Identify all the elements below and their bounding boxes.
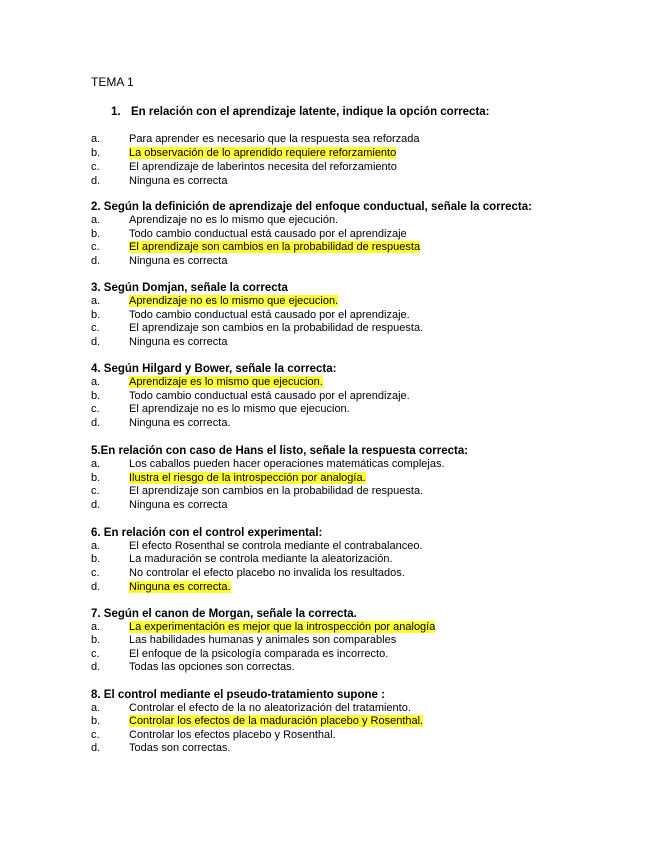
- option-text: No controlar el efecto placebo no invalida los resultados.: [129, 567, 405, 579]
- option-letter: b.: [91, 228, 101, 240]
- question-7-option-b: [91, 634, 396, 648]
- question-1-option-a: [91, 133, 419, 147]
- question-2-option-d: [91, 255, 227, 269]
- option-letter: b.: [91, 309, 101, 321]
- option-text: Aprendizaje no es lo mismo que ejecucion.: [129, 295, 339, 307]
- question-4-option-c: [91, 403, 350, 417]
- option-text: Ninguna es correcta: [129, 336, 228, 348]
- option-text: El aprendizaje son cambios en la probabilidad de respuesta.: [129, 485, 424, 497]
- question-3-option-b: [91, 309, 410, 323]
- question-3-title: 3. Según Domjan, señale la correcta: [91, 282, 288, 294]
- option-letter: d.: [91, 175, 101, 187]
- option-text: El enfoque de la psicología comparada es incorrecto.: [129, 648, 389, 660]
- option-text: Ninguna es correcta.: [129, 581, 231, 593]
- option-text: El aprendizaje son cambios en la probabilidad de respuesta: [129, 241, 421, 253]
- question-4-option-b: [91, 390, 410, 404]
- option-text: El efecto Rosenthal se controla mediante el contrabalanceo.: [129, 540, 423, 552]
- question-7-option-d: [91, 661, 295, 675]
- option-letter: b.: [91, 390, 101, 402]
- document-heading: TEMA 1: [91, 75, 134, 89]
- option-letter: a.: [91, 295, 101, 307]
- option-text: La observación de lo aprendido requiere reforzamiento: [129, 147, 397, 159]
- question-3-option-d: [91, 336, 227, 350]
- question-2-title: 2. Según la definición de aprendizaje del enfoque conductual, señale la correcta:: [91, 201, 532, 213]
- option-text: Ninguna es correcta.: [129, 417, 231, 429]
- question-8-option-a: [91, 702, 411, 716]
- question-5-option-d: [91, 499, 227, 513]
- option-letter: b.: [91, 715, 101, 727]
- question-1-option-d: [91, 175, 227, 189]
- option-text: El aprendizaje son cambios en la probabilidad de respuesta.: [129, 322, 424, 334]
- option-letter: b.: [91, 634, 101, 646]
- question-2-option-b: [91, 228, 407, 242]
- question-8-option-d: [91, 742, 231, 756]
- option-text: Controlar los efectos placebo y Rosenthal.: [129, 729, 336, 741]
- option-text: Aprendizaje no es lo mismo que ejecución.: [129, 214, 339, 226]
- option-text: Controlar el efecto de la no aleatorización del tratamiento.: [129, 702, 411, 714]
- option-text: La maduración se controla mediante la aleatorización.: [129, 553, 393, 565]
- question-2-option-a: [91, 214, 338, 228]
- question-5-option-a: [91, 458, 445, 472]
- option-letter: d.: [91, 742, 101, 754]
- question-4-option-d: [91, 417, 231, 431]
- option-letter: c.: [91, 322, 100, 334]
- question-text: En relación con el aprendizaje latente, indique la opción correcta:: [131, 106, 490, 118]
- option-text: Controlar los efectos de la maduración placebo y Rosenthal.: [129, 715, 424, 727]
- question-2-option-c: [91, 241, 420, 255]
- option-text: Ninguna es correcta: [129, 255, 228, 267]
- option-text: Ninguna es correcta: [129, 499, 228, 511]
- option-text: La experimentación es mejor que la introspección por analogía: [129, 621, 436, 633]
- option-letter: a.: [91, 376, 101, 388]
- option-letter: d.: [91, 417, 101, 429]
- question-3-option-c: [91, 322, 423, 336]
- option-letter: b.: [91, 472, 101, 484]
- question-1-option-c: [91, 161, 397, 175]
- option-letter: d.: [91, 581, 101, 593]
- question-1-option-b: [91, 147, 396, 161]
- option-text: Aprendizaje es lo mismo que ejecucion.: [129, 376, 323, 388]
- option-text: Las habilidades humanas y animales son comparables: [129, 634, 397, 646]
- question-6-title: 6. En relación con el control experimental:: [91, 527, 323, 539]
- option-text: Todo cambio conductual está causado por el aprendizaje: [129, 228, 407, 240]
- option-letter: c.: [91, 729, 100, 741]
- question-4-option-a: [91, 376, 323, 390]
- option-text: Ninguna es correcta: [129, 175, 228, 187]
- option-letter: a.: [91, 702, 101, 714]
- question-7-option-c: [91, 648, 388, 662]
- option-letter: c.: [91, 485, 100, 497]
- option-letter: a.: [91, 540, 101, 552]
- question-4-title: 4. Según Hilgard y Bower, señale la correcta:: [91, 363, 337, 375]
- question-5-option-c: [91, 485, 423, 499]
- option-text: Para aprender es necesario que la respuesta sea reforzada: [129, 133, 420, 145]
- question-6-option-c: [91, 567, 405, 581]
- question-6-option-b: [91, 553, 393, 567]
- option-text: El aprendizaje de laberintos necesita del reforzamiento: [129, 161, 397, 173]
- option-letter: a.: [91, 621, 101, 633]
- option-letter: d.: [91, 255, 101, 267]
- option-letter: c.: [91, 403, 100, 415]
- question-5-title: 5.En relación con caso de Hans el listo, señale la respuesta correcta:: [91, 445, 469, 457]
- question-3-option-a: [91, 295, 338, 309]
- option-text: Los caballos pueden hacer operaciones matemáticas complejas.: [129, 458, 445, 470]
- option-letter: a.: [91, 133, 101, 145]
- option-letter: a.: [91, 214, 101, 226]
- question-8-option-c: [91, 729, 336, 743]
- option-text: El aprendizaje no es lo mismo que ejecucion.: [129, 403, 350, 415]
- option-letter: b.: [91, 553, 101, 565]
- option-text: Todo cambio conductual está causado por el aprendizaje.: [129, 390, 410, 402]
- question-8-option-b: [91, 715, 423, 729]
- option-letter: c.: [91, 241, 100, 253]
- question-6-option-a: [91, 540, 423, 554]
- question-6-option-d: [91, 581, 231, 595]
- option-text: Todas son correctas.: [129, 742, 231, 754]
- option-letter: b.: [91, 147, 101, 159]
- question-5-option-b: [91, 472, 366, 486]
- option-text: Todo cambio conductual está causado por el aprendizaje.: [129, 309, 410, 321]
- option-letter: a.: [91, 458, 101, 470]
- question-8-title: 8. El control mediante el pseudo-tratamiento supone :: [91, 689, 385, 701]
- question-number: 1.: [111, 106, 121, 118]
- option-letter: d.: [91, 499, 101, 511]
- question-7-title: 7. Según el canon de Morgan, señale la correcta.: [91, 608, 357, 620]
- option-text: Ilustra el riesgo de la introspección por analogía.: [129, 472, 366, 484]
- option-letter: c.: [91, 648, 100, 660]
- option-letter: c.: [91, 161, 100, 173]
- option-letter: c.: [91, 567, 100, 579]
- option-text: Todas las opciones son correctas.: [129, 661, 295, 673]
- question-7-option-a: [91, 621, 435, 635]
- question-1-title: [111, 105, 490, 119]
- option-letter: d.: [91, 336, 101, 348]
- option-letter: d.: [91, 661, 101, 673]
